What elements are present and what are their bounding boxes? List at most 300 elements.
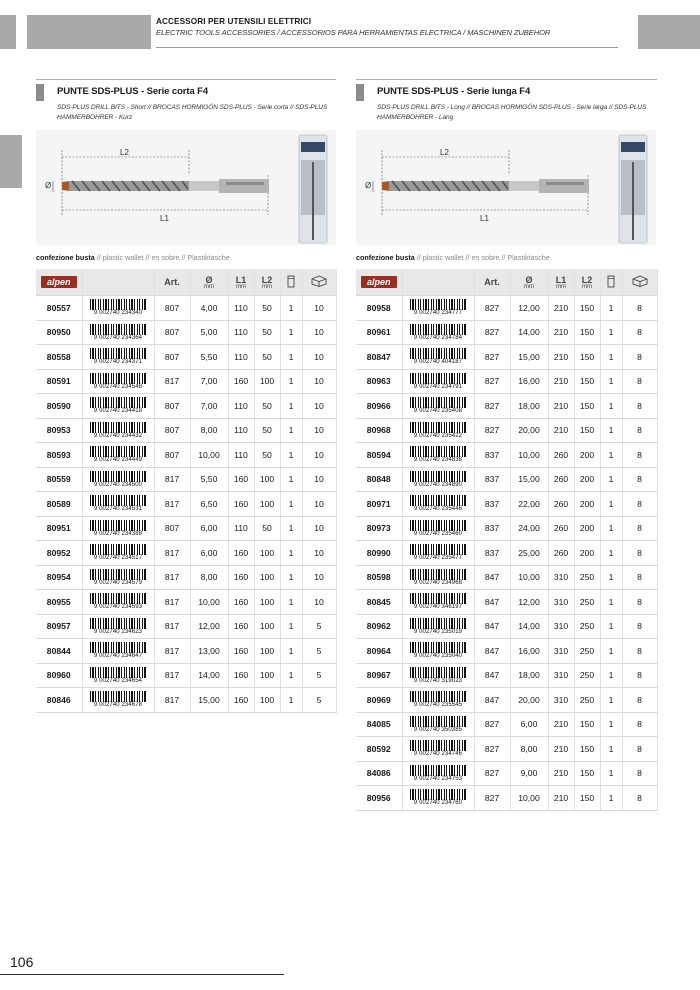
l2-cell: 150 [574, 418, 600, 443]
art-cell: 827 [474, 369, 510, 394]
barcode-bars [410, 740, 466, 751]
box-qty-cell: 5 [302, 663, 336, 688]
l1-symbol: L1 [235, 274, 247, 285]
product-code: 80956 [356, 786, 402, 811]
side-tab [0, 135, 22, 188]
pack-qty-cell: 1 [600, 492, 622, 517]
right-header-dia [510, 269, 548, 296]
barcode-bars [410, 569, 466, 580]
box-qty-cell: 8 [622, 418, 657, 443]
art-cell: 827 [474, 737, 510, 762]
table-row [356, 663, 657, 688]
l2-symbol: L2 [581, 274, 593, 285]
l1-cell: 210 [548, 737, 574, 762]
box-qty-cell: 8 [622, 761, 657, 786]
box-qty-cell: 10 [302, 541, 336, 566]
left-dia-label: Ø [45, 181, 52, 190]
product-code: 80969 [356, 688, 402, 713]
box-qty-cell: 8 [622, 712, 657, 737]
art-cell: 807 [154, 296, 190, 321]
barcode-bars [90, 495, 146, 506]
diameter-cell: 5,50 [190, 345, 228, 370]
art-cell: 817 [154, 467, 190, 492]
pack-qty-cell: 1 [600, 541, 622, 566]
art-cell: 807 [154, 320, 190, 345]
table-row [356, 516, 657, 541]
l2-cell: 50 [254, 394, 280, 419]
table-row [36, 565, 336, 590]
barcode-cell [402, 345, 474, 370]
right-header-unit-pack [600, 269, 622, 296]
art-cell: 817 [154, 541, 190, 566]
barcode-number: 9 002740 234371 [93, 359, 143, 366]
barcode-cell [82, 688, 154, 713]
barcode-cell [402, 786, 474, 811]
pack-qty-cell: 1 [280, 565, 302, 590]
barcode-bars [90, 593, 146, 604]
barcode-cell [402, 712, 474, 737]
l1-cell: 310 [548, 565, 574, 590]
barcode-bars [90, 348, 146, 359]
table-row [356, 467, 657, 492]
l1-cell: 210 [548, 394, 574, 419]
product-code: 80990 [356, 541, 402, 566]
diameter-cell: 8,00 [190, 565, 228, 590]
barcode-cell [402, 614, 474, 639]
left-pack-bold: confezione busta [36, 253, 95, 262]
box-qty-cell: 8 [622, 345, 657, 370]
brand-logo: alpen [361, 276, 397, 288]
art-cell: 817 [154, 492, 190, 517]
diameter-cell: 13,00 [190, 639, 228, 664]
barcode-number: 9 002740 234777 [413, 310, 463, 317]
barcode-number: 9 002740 234654 [93, 677, 143, 684]
barcode [88, 667, 148, 684]
barcode [408, 569, 468, 586]
barcode-cell [82, 369, 154, 394]
table-row [36, 516, 336, 541]
pack-qty-cell: 1 [280, 614, 302, 639]
barcode-cell [402, 688, 474, 713]
dia-symbol: Ø [525, 274, 533, 285]
l2-cell: 150 [574, 737, 600, 762]
barcode-number: 9 002740 234593 [93, 604, 143, 611]
barcode [408, 397, 468, 414]
barcode-number: 9 002740 404187 [413, 359, 463, 366]
pack-qty-cell: 1 [280, 541, 302, 566]
product-code: 80848 [356, 467, 402, 492]
pack-qty-cell: 1 [280, 516, 302, 541]
barcode-cell [402, 394, 474, 419]
l1-cell: 210 [548, 296, 574, 321]
barcode [408, 495, 468, 512]
l2-unit: mm [582, 283, 592, 290]
pack-qty-cell: 1 [600, 786, 622, 811]
barcode-cell [402, 492, 474, 517]
barcode-number: 9 002740 350385 [413, 726, 463, 733]
art-cell: 837 [474, 467, 510, 492]
barcode-number: 9 002740 234784 [413, 334, 463, 341]
barcode-number: 9 002740 235019 [413, 628, 463, 635]
l2-cell: 50 [254, 320, 280, 345]
box-qty-cell: 8 [622, 541, 657, 566]
left-header-l1 [228, 269, 254, 296]
l2-cell: 100 [254, 467, 280, 492]
barcode [88, 642, 148, 659]
l2-cell: 100 [254, 614, 280, 639]
box-qty-cell: 8 [622, 516, 657, 541]
table-row [356, 492, 657, 517]
product-code: 80598 [356, 565, 402, 590]
l2-cell: 150 [574, 761, 600, 786]
diameter-cell: 4,00 [190, 296, 228, 321]
l1-cell: 260 [548, 443, 574, 468]
table-row [356, 541, 657, 566]
table-row [356, 565, 657, 590]
barcode-cell [402, 296, 474, 321]
box-qty-cell: 8 [622, 467, 657, 492]
l2-symbol: L2 [261, 274, 273, 285]
l2-cell: 150 [574, 369, 600, 394]
pack-qty-cell: 1 [600, 394, 622, 419]
pack-qty-cell: 1 [600, 663, 622, 688]
diameter-cell: 9,00 [510, 761, 548, 786]
table-row [356, 418, 657, 443]
barcode [88, 446, 148, 463]
l2-cell: 200 [574, 541, 600, 566]
table-row [36, 369, 336, 394]
box-qty-cell: 8 [622, 565, 657, 590]
art-cell: 837 [474, 492, 510, 517]
left-section-title: PUNTE SDS-PLUS - Serie corta F4 [57, 86, 209, 97]
pack-qty-cell: 1 [600, 565, 622, 590]
box-qty-cell: 5 [302, 614, 336, 639]
barcode-bars [410, 348, 466, 359]
art-cell: 847 [474, 614, 510, 639]
art-cell: 827 [474, 345, 510, 370]
box-qty-cell: 10 [302, 565, 336, 590]
left-product-table [36, 269, 337, 713]
l1-cell: 160 [228, 639, 254, 664]
box-qty-cell: 8 [622, 639, 657, 664]
l1-cell: 110 [228, 296, 254, 321]
l2-cell: 250 [574, 688, 600, 713]
table-row [356, 345, 657, 370]
barcode [408, 789, 468, 806]
pack-qty-cell: 1 [600, 761, 622, 786]
art-cell: 847 [474, 663, 510, 688]
art-cell: 827 [474, 761, 510, 786]
barcode-bars [410, 593, 466, 604]
barcode-bars [90, 373, 146, 384]
barcode-number: 9 002740 235460 [413, 530, 463, 537]
l1-cell: 110 [228, 516, 254, 541]
l2-cell: 150 [574, 345, 600, 370]
diameter-cell: 12,00 [190, 614, 228, 639]
barcode [88, 618, 148, 635]
right-section-desc [377, 103, 667, 123]
barcode-cell [82, 639, 154, 664]
art-cell: 827 [474, 786, 510, 811]
art-cell: 807 [154, 443, 190, 468]
right-product-table [356, 269, 658, 811]
pack-qty-cell: 1 [280, 369, 302, 394]
product-code: 80967 [356, 663, 402, 688]
l1-unit: mm [236, 283, 246, 290]
barcode-cell [402, 418, 474, 443]
l1-cell: 260 [548, 516, 574, 541]
barcode [88, 495, 148, 512]
barcode-number: 9 002740 234548 [93, 383, 143, 390]
l1-cell: 160 [228, 369, 254, 394]
art-cell: 817 [154, 590, 190, 615]
box-qty-cell: 8 [622, 688, 657, 713]
barcode-number: 9 002740 234760 [413, 800, 463, 807]
barcode-bars [90, 520, 146, 531]
box-qty-cell: 8 [622, 737, 657, 762]
barcode [408, 691, 468, 708]
l2-cell: 200 [574, 467, 600, 492]
diameter-cell: 24,00 [510, 516, 548, 541]
l1-cell: 210 [548, 345, 574, 370]
header-rule [156, 47, 618, 48]
art-cell: 827 [474, 418, 510, 443]
pack-qty-cell: 1 [600, 467, 622, 492]
pack-qty-cell: 1 [280, 394, 302, 419]
barcode-number: 9 002740 234418 [93, 408, 143, 415]
barcode [88, 299, 148, 316]
dia-unit: mm [204, 283, 214, 290]
diameter-cell: 6,00 [510, 712, 548, 737]
barcode [88, 593, 148, 610]
diameter-cell: 5,00 [190, 320, 228, 345]
barcode-number: 9 002740 234364 [93, 334, 143, 341]
diameter-cell: 6,00 [190, 541, 228, 566]
barcode-bars [90, 397, 146, 408]
l1-cell: 210 [548, 418, 574, 443]
barcode-bars [90, 446, 146, 457]
barcode-bars [410, 373, 466, 384]
art-cell: 827 [474, 320, 510, 345]
box-qty-cell: 10 [302, 443, 336, 468]
l2-cell: 100 [254, 492, 280, 517]
pack-qty-cell: 1 [280, 467, 302, 492]
left-section-rule [36, 79, 336, 80]
box-qty-cell: 10 [302, 590, 336, 615]
box-qty-cell: 10 [302, 418, 336, 443]
barcode-number: 9 002740 235545 [413, 702, 463, 709]
diameter-cell: 12,00 [510, 590, 548, 615]
right-section-marker [356, 84, 364, 101]
diameter-cell: 10,00 [190, 443, 228, 468]
barcode-bars [90, 642, 146, 653]
barcode-number: 9 002740 234968 [413, 579, 463, 586]
product-code: 80953 [36, 418, 82, 443]
left-header-box [302, 269, 336, 296]
barcode-bars [90, 691, 146, 702]
barcode [408, 348, 468, 365]
corner-block-right [638, 15, 700, 49]
barcode-number: 9 002740 346197 [413, 604, 463, 611]
art-cell: 837 [474, 516, 510, 541]
pack-qty-cell: 1 [600, 443, 622, 468]
product-code: 80954 [36, 565, 82, 590]
box-qty-cell: 8 [622, 590, 657, 615]
l1-cell: 310 [548, 614, 574, 639]
barcode-bars [410, 471, 466, 482]
diameter-cell: 7,00 [190, 369, 228, 394]
barcode-number: 9 002740 234746 [413, 751, 463, 758]
l2-cell: 150 [574, 296, 600, 321]
box-qty-cell: 8 [622, 296, 657, 321]
pack-qty-cell: 1 [600, 688, 622, 713]
left-header-art: Art. [154, 269, 190, 296]
product-code: 80958 [356, 296, 402, 321]
l2-cell: 150 [574, 786, 600, 811]
l1-cell: 210 [548, 369, 574, 394]
barcode [408, 593, 468, 610]
left-l1-label: L1 [160, 214, 169, 223]
right-pack-rest: // plastic wallet // en sobre // Plastiktasche [414, 253, 550, 262]
barcode-cell [402, 761, 474, 786]
header-title: ACCESSORI PER UTENSILI ELETTRICI [156, 17, 312, 26]
table-row [356, 394, 657, 419]
right-header-art: Art. [474, 269, 510, 296]
pack-qty-cell: 1 [280, 590, 302, 615]
left-desc-line1: SDS-PLUS DRILL BITS - Short // BROCAS HORMIGÓN SDS-PLUS - Serie corta // SDS-PLUS [57, 104, 328, 111]
box-qty-cell: 10 [302, 345, 336, 370]
art-cell: 817 [154, 565, 190, 590]
barcode-cell [82, 394, 154, 419]
barcode-cell [82, 541, 154, 566]
right-l1-label: L1 [480, 214, 489, 223]
art-cell: 817 [154, 688, 190, 713]
barcode [408, 471, 468, 488]
table-row [356, 712, 657, 737]
barcode [408, 446, 468, 463]
art-cell: 817 [154, 369, 190, 394]
diameter-cell: 20,00 [510, 688, 548, 713]
product-code: 80968 [356, 418, 402, 443]
single-pack-icon [607, 275, 615, 288]
product-code: 80964 [356, 639, 402, 664]
barcode [408, 765, 468, 782]
pack-qty-cell: 1 [600, 737, 622, 762]
diameter-cell: 22,00 [510, 492, 548, 517]
box-qty-cell: 10 [302, 394, 336, 419]
table-row [356, 320, 657, 345]
barcode-bars [410, 324, 466, 335]
l1-cell: 160 [228, 541, 254, 566]
right-table-body [356, 296, 657, 811]
barcode-number: 9 002740 234647 [93, 653, 143, 660]
l2-cell: 150 [574, 394, 600, 419]
art-cell: 847 [474, 590, 510, 615]
right-header-logo [356, 269, 402, 296]
barcode-bars [410, 495, 466, 506]
barcode-cell [402, 590, 474, 615]
l1-cell: 310 [548, 639, 574, 664]
table-row [36, 663, 336, 688]
product-code: 80594 [356, 443, 402, 468]
barcode-bars [410, 618, 466, 629]
barcode-bars [90, 471, 146, 482]
diameter-cell: 14,00 [510, 320, 548, 345]
left-header-logo [36, 269, 82, 296]
page-number: 106 [10, 954, 34, 970]
barcode [408, 618, 468, 635]
product-code: 84086 [356, 761, 402, 786]
l1-cell: 210 [548, 786, 574, 811]
l2-cell: 50 [254, 345, 280, 370]
l1-cell: 160 [228, 565, 254, 590]
barcode-cell [402, 541, 474, 566]
l1-cell: 160 [228, 492, 254, 517]
table-row [36, 296, 336, 321]
box-qty-cell: 10 [302, 492, 336, 517]
l2-cell: 100 [254, 565, 280, 590]
table-row [36, 345, 336, 370]
dia-unit: mm [524, 283, 534, 290]
footer-rule [0, 974, 284, 975]
right-l2-label: L2 [440, 148, 449, 157]
barcode-bars [90, 544, 146, 555]
product-code: 80589 [36, 492, 82, 517]
right-section-rule [356, 79, 657, 80]
table-row [36, 590, 336, 615]
barcode-number: 9 002740 235422 [413, 432, 463, 439]
barcode [88, 520, 148, 537]
product-code: 80957 [36, 614, 82, 639]
diameter-cell: 5,50 [190, 467, 228, 492]
l2-cell: 100 [254, 639, 280, 664]
right-section-title: PUNTE SDS-PLUS - Serie lunga F4 [377, 86, 531, 97]
box-qty-cell: 8 [622, 786, 657, 811]
barcode [408, 422, 468, 439]
table-row [356, 737, 657, 762]
pack-qty-cell: 1 [600, 614, 622, 639]
art-cell: 837 [474, 443, 510, 468]
diameter-cell: 8,00 [190, 418, 228, 443]
table-row [36, 320, 336, 345]
l2-cell: 100 [254, 369, 280, 394]
table-row [36, 614, 336, 639]
product-code: 80846 [36, 688, 82, 713]
table-row [36, 418, 336, 443]
dia-symbol: Ø [205, 274, 213, 285]
diameter-cell: 16,00 [510, 369, 548, 394]
l2-cell: 200 [574, 516, 600, 541]
box-qty-cell: 8 [622, 492, 657, 517]
table-row [36, 492, 336, 517]
barcode [88, 471, 148, 488]
l1-cell: 210 [548, 761, 574, 786]
pack-qty-cell: 1 [280, 492, 302, 517]
l1-cell: 160 [228, 614, 254, 639]
box-icon [311, 275, 327, 287]
box-icon [632, 275, 648, 287]
barcode [408, 520, 468, 537]
box-qty-cell: 8 [622, 369, 657, 394]
table-row [36, 443, 336, 468]
barcode-number: 9 002740 234449 [93, 457, 143, 464]
l1-cell: 160 [228, 467, 254, 492]
barcode-number: 9 002740 234791 [413, 383, 463, 390]
barcode-bars [90, 569, 146, 580]
left-section-marker [36, 84, 44, 101]
l2-cell: 50 [254, 516, 280, 541]
box-qty-cell: 8 [622, 394, 657, 419]
